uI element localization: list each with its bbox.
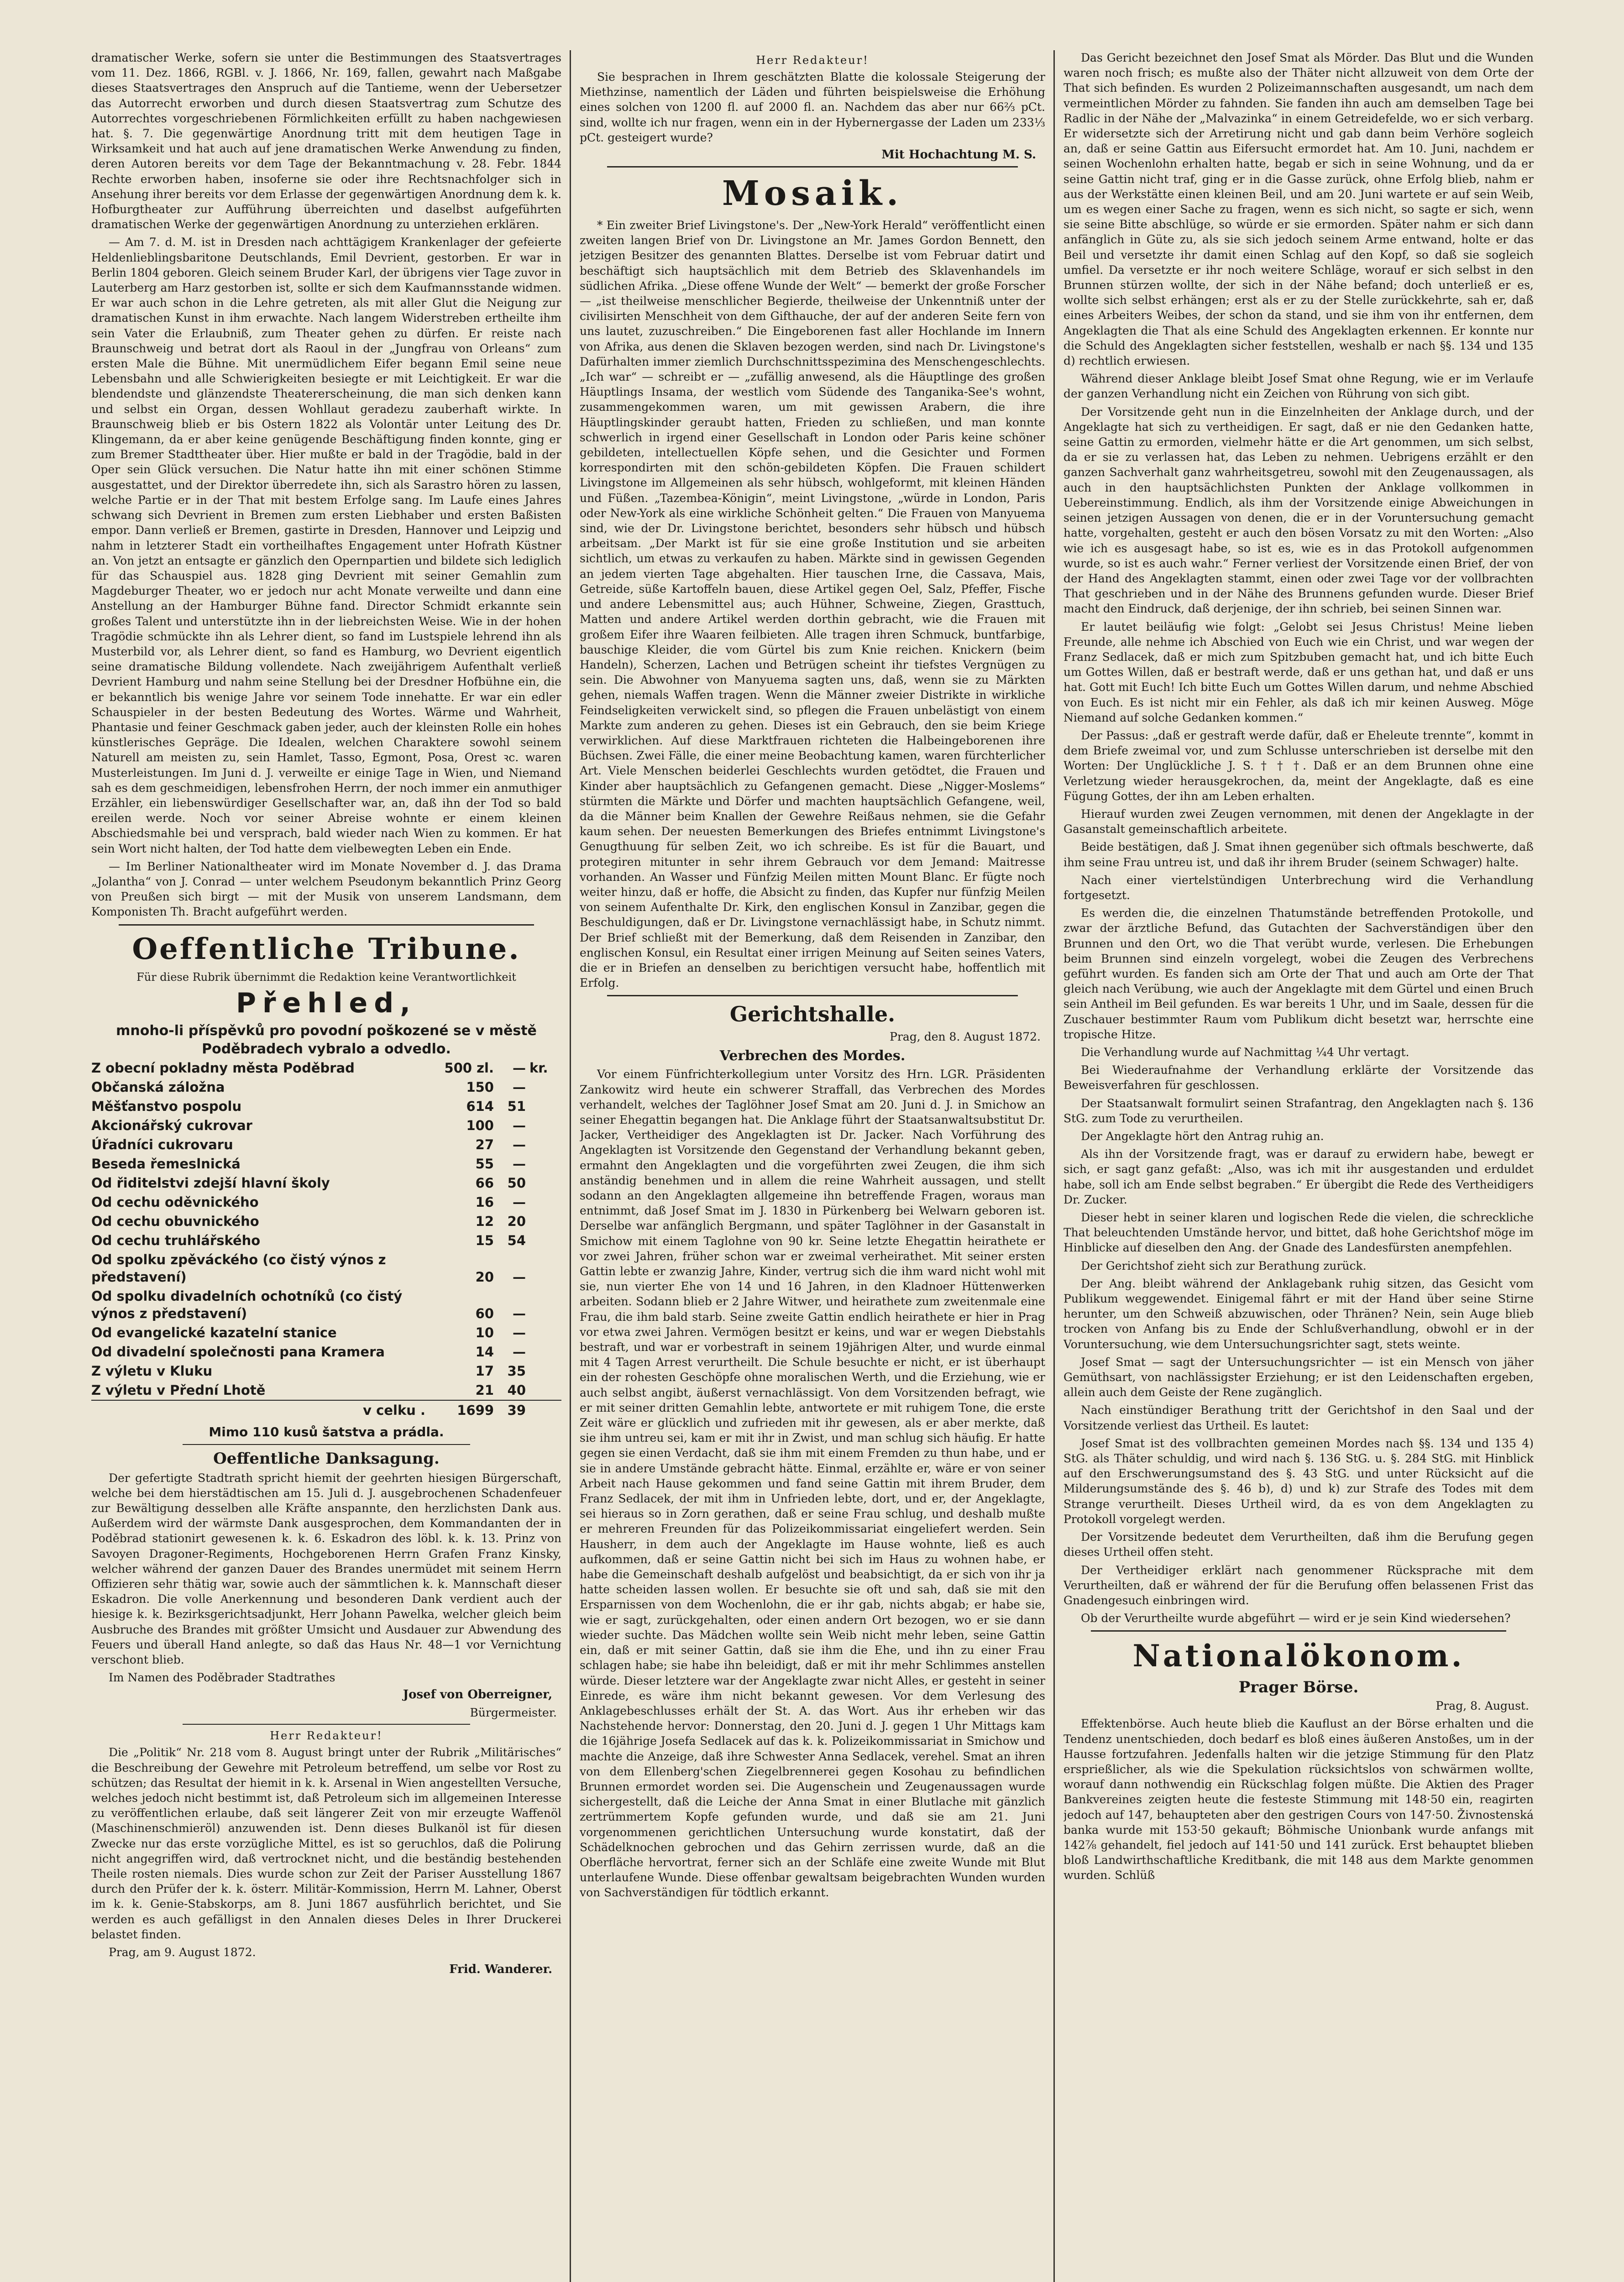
- donation-amount-kr: —: [513, 1324, 526, 1340]
- donation-name: Od řiditelstvi zdejší hlavní školy: [91, 1175, 330, 1191]
- donation-unit: [526, 1135, 561, 1154]
- article-text: Der Vorsitzende bedeutet dem Verurtheilten, daß ihm die Berufung gegen dieses Urtheil offen steht.: [1063, 1530, 1534, 1559]
- donation-unit: [526, 1193, 561, 1212]
- donation-unit: [526, 1097, 561, 1116]
- donation-amount-kr: 54: [507, 1232, 526, 1248]
- donation-amount-zl: 500 zl.: [444, 1060, 494, 1076]
- donation-amount-kr: —: [513, 1060, 526, 1076]
- donation-name: Z výletu v Přední Lhotě: [91, 1382, 266, 1398]
- donation-unit: [526, 1173, 561, 1193]
- donation-amount-kr: —: [513, 1117, 526, 1133]
- article-text: Nach einer viertelstündigen Unterbrechung wird die Verhandlung fortgesetzt.: [1063, 873, 1534, 902]
- donation-row: [91, 1078, 561, 1097]
- donation-name: Od evangelické kazatelní stanice: [91, 1324, 337, 1340]
- article-text: Der Ang. bleibt während der Anklagebank ruhig sitzen, das Gesicht vom Publikum weggewendet. Einigemal fährt er mit der Hand über seine Stirne herunter, um den Schweiß abzuwischen, oder Thränen? Nein, sein Auge blieb trocken von Anfang bis zu Ende der Schlußverhandlung, obwohl er in der Voruntersuchung, wie dem Untersuchungsrichter sagt, stets weinte.: [1063, 1277, 1534, 1351]
- article-text: Beide bestätigen, daß J. Smat ihnen gegenüber sich oftmals beschwerte, daß ihm seine Frau untreu ist, und daß ihr ihrem Bruder (seinem Schwager) halte.: [1063, 840, 1534, 869]
- donation-amount-zl: 21: [475, 1382, 494, 1398]
- donation-table: [91, 1058, 561, 1420]
- prehled-title: Přehled,: [236, 987, 417, 1019]
- donation-row: [91, 1361, 561, 1381]
- article-text: Der gefertigte Stadtrath spricht hiemit der geehrten hiesigen Bürgerschaft, welche bei dem hierstädtischen am 15. Juli d. J. ausgebrochenen Schadenfeuer zur Bewältigung desselben alle Kräfte anspannte, den herzlichsten Dank aus. Außerdem wird der wärmste Dank ausgesprochen, dem Kommandanten der in Poděbrad stationirt gewesenen k. k. 6. Eskadron des löbl. k. k. 13. Prinz von Savoyen Dragoner-Regiments, Hochgeborenen Herrn Grafen Franz Kinsky, welcher während der ganzen Dauer des Brandes unermüdet mit seinem Herrn Offizieren sehr thätig war, sowie auch der sämmtlichen k. k. Mannschaft dieser Eskadron. Die volle Anerkennung und besonderen Dank verdient auch der hiesige k. k. Bezirksgerichtsadjunkt, Herr Johann Pawelka, welcher gleich beim Ausbruche des Brandes mit größter Umsicht und Ausdauer zur Abwendung des Feuers und überall Hand anlegte, so daß das Haus Nr. 48—1 vor Vernichtung verschont blieb.: [91, 1471, 561, 1667]
- column-rule-left: [570, 50, 571, 2282]
- donation-amount-kr: —: [513, 1269, 526, 1285]
- donation-name: Občanská záložna: [91, 1079, 225, 1095]
- donation-note: Mimo 110 kusů šatstva a prádla.: [209, 1424, 444, 1439]
- donation-name: Úřadníci cukrovaru: [91, 1136, 233, 1152]
- donation-name: Z výletu v Kluku: [91, 1363, 213, 1379]
- signature: Mit Hochachtung M. S.: [881, 148, 1036, 162]
- donation-amount-zl: 100: [466, 1117, 494, 1133]
- signature-title: Bürgermeister.: [470, 1706, 557, 1720]
- donation-unit: [526, 1116, 561, 1135]
- donation-row: [91, 1287, 561, 1323]
- total-zl: 1699: [435, 1400, 494, 1420]
- donation-amount-zl: 60: [475, 1305, 494, 1321]
- donation-amount-kr: —: [513, 1136, 526, 1152]
- donation-amount-zl: 20: [475, 1269, 494, 1285]
- prehled-subtitle: Poděbradech vybralo a odvedlo.: [202, 1041, 451, 1057]
- donation-amount-kr: —: [513, 1194, 526, 1210]
- donation-amount-kr: 50: [507, 1175, 526, 1191]
- signature: Josef von Oberreigner,: [403, 1688, 552, 1702]
- donation-row: [91, 1116, 561, 1135]
- article-text: Das Gericht bezeichnet den Josef Smat als Mörder. Das Blut und die Wunden waren noch frisch; es mußte also der Thäter nicht allzuweit von dem Orte der That sich befinden. Es wurden 2 Polizeimannschaften ausgesandt, um nach dem vermeintlichen Mörder zu fahnden. Sie fanden ihn auch am demselben Tage bei Radlic in der Nähe der „Malvazinka“ in einem Getreidefelde, wo er sich verbarg. Er widersetzte sich der Arretirung nicht und gab dann beim Verhöre sogleich an, daß er seine Gattin aus Eifersucht ermordet hat. Am 10. Juni, nachdem er seinen Wochenlohn erhalten hatte, begab er sich in seine Wohnung, und da er seine Gattin nicht traf, ging er in die Gasse zurück, ohne Erfolg blieb, nahm er aus der Werkstätte einen kleinen Beil, und am 20. Juni wartete er auf sein Weib, um es wegen einer Sache zu fragen, wenn es sich nicht, so sagte er sich, wenn sie seine Bitte abschlüge, so würde er sie ermorden. Später nahm er sich dann anfänglich in Güte zu, als sie sich jedoch seinem Arme entwand, holte er das Beil und versetzte ihr damit einen Schlag auf den Kopf, so daß sie sogleich umfiel. Da versetzte er ihr noch weitere Schläge, worauf er sich selbst in den Brunnen stürzen wollte, der sich in der Nähe befand; doch unterließ er es, wollte sich selbst erhängen; erst als er zu der Stelle zurückkehrte, sah er, daß eines Arbeiters Weibes, der schon da stand, und sie ihm von ihr entfernen, dem Angeklagten die That als eine Schuld des Angeklagten erkennen. Er konnte nur die Schuld des Angeklagten sicher feststellen, weshalb er nach §§. 134 und 135 d) rechtlich erwiesen.: [1063, 51, 1534, 368]
- donation-amount-zl: 150: [466, 1079, 494, 1095]
- donation-amount-kr: 35: [507, 1363, 526, 1379]
- donation-amount-zl: 17: [475, 1363, 494, 1379]
- article-text: Während dieser Anklage bleibt Josef Smat ohne Regung, wie er im Verlaufe der ganzen Verhandlung nicht ein Zeichen von Rührung von sich gibt.: [1063, 372, 1534, 401]
- donation-amount-zl: 66: [475, 1175, 494, 1191]
- section-title-mosaik: Mosaik.: [722, 174, 903, 214]
- donation-amount-zl: 27: [475, 1136, 494, 1152]
- article-text: Effektenbörse. Auch heute blieb die Kauflust an der Börse erhalten und die Tendenz unentschieden, doch bedarf es bloß eines äußeren Anstoßes, um in der Hausse fortzufahren. Jedenfalls halten wir die jetzige Stimmung für den Platz ersprießlicher, als wie die Spekulation rücksichtslos von schwärmen wollte, worauf dann nothwendig ein Rückschlag folgen müßte. Die Aktien des Prager Bankvereines zeigten heute die festeste Stimmung mit 148·50 ein, reagirten jedoch auf 147, behaupteten aber den gestrigen Cours von 147·50. Živnostenská banka wurde mit 153·50 gekauft; Böhmische Unionbank wurde anfangs mit 142⅞ gehandelt, fiel jedoch auf 141·50 und 141 zurück. Erst behauptet blieben bloß Landwirthschaftliche Kreditbank, die mit 148 aus dem Markte genommen wurden. Schlüß: [1063, 1717, 1534, 1882]
- donation-row: [91, 1250, 561, 1287]
- letter-salutation: Herr Redakteur!: [756, 54, 869, 67]
- divider: [607, 166, 1018, 167]
- donation-name: Od divadelní společnosti pana Kramera: [91, 1344, 385, 1360]
- article-text: Der Passus: „daß er gestraft werde dafür, daß er Eheleute trennte“, kommt in dem Briefe zweimal vor, und zum Schlusse unterschrieben ist derselbe mit den Worten: Der Unglückliche J. S. † † †. Daß er an dem Brunnen ohne eine Verletzung wieder herausgekrochen, da, meint der Angeklagte, daß es eine Fügung Gottes, der ihn am Leben erhalten.: [1063, 728, 1534, 803]
- article-text: Die Verhandlung wurde auf Nachmittag ¼4 Uhr vertagt.: [1081, 1046, 1409, 1059]
- donation-amount-zl: 55: [475, 1156, 494, 1172]
- donation-unit: [526, 1078, 561, 1097]
- donation-unit: [526, 1381, 561, 1400]
- total-label: v celku .: [91, 1400, 435, 1420]
- article-text: — Am 7. d. M. ist in Dresden nach achttägigem Krankenlager der gefeierte Heldenlieblingsbaritone Deutschlands, Emil Devrient, gestorben. Er war in Berlin 1804 geboren. Gleich seinem Bruder Karl, der übrigens vier Tage zuvor in Lauterberg am Harz gestorben ist, sollte er sich dem Kaufmannsstande widmen. Er war auch schon in die Lehre getreten, als mit aller Glut die Neigung zur dramatischen Kunst in ihm erwachte. Nach langem Widerstreben ertheilte ihm sein Vater die Erlaubniß, zum Theater gehen zu dürfen. Er reiste nach Braunschweig und betrat dort als Raoul in der „Jungfrau von Orleans“ zum ersten Male die Bühne. Mit unermüdlichem Eifer begann Emil seine neue Lebensbahn und alle Schwierigkeiten besiegte er mit Leichtigkeit. Er war die blendendste und glänzendste Theatererscheinung, die man sich denken kann und selbst ein Organ, dessen Wohllaut geradezu zauberhaft wirkte. In Braunschweig blieb er bis Ostern 1822 als Volontär unter Leitung des Dr. Klingemann, da er aber keine genügende Beschäftigung finden konnte, ging er zum Bremer Stadttheater über. Hier mußte er bald in der Tragödie, bald in der Oper sein Glück versuchen. Die Natur hatte ihn mit einer schönen Stimme ausgestattet, und der Direktor überredete ihn, sich als Sarastro hören zu lassen, welche Partie er in der That mit bestem Erfolge sang. Im Laufe eines Jahres schwang sich Devrient in Bremen zum ersten Liebhaber und ersten Baßisten empor. Dann verließ er Bremen, gastirte in Dresden, Hannover und Leipzig und nahm in letzterer Stadt ein vortheilhaftes Engagement unter Hofrath Küstner an. Von jetzt an entsagte er gänzlich den Opernpartien und bildete sich lediglich für das Schauspiel aus. 1828 ging Devrient mit seiner Gemahlin zum Magdeburger Theater, wo er jedoch nur acht Monate verweilte und dann eine Anstellung an der Hamburger Bühne fand. Director Schmidt erkannte sein großes Talent und unterstützte ihn in der liebreichsten Weise. Wie in der hohen Tragödie schmückte ihn als Lehrer dient, so fand im Lustspiele lehrend ihn als Musterbild vor, als Lehrer dient, so fand es Hamburg, wo Devrient eigentlich seine dramatische Bildung vollendete. Nach zweijährigem Aufenthalt verließ Devrient Hamburg und nahm seine Stellung bei der Dresdner Hofbühne ein, die er bekanntlich bis wenige Jahre vor seinem Tode innehatte. Er war ein edler Schauspieler in der besten Bedeutung des Wortes. Wärme und Wahrheit, Phantasie und feiner Geschmack gaben jeder, auch der kleinsten Rolle ein hohes künstlerisches Gepräge. Die Idealen, welchen Charaktere sowohl seinem Naturell am meisten zu, sein Hamlet, Tasso, Egmont, Posa, Orest ꝛc. waren Musterleistungen. Im Juni d. J. verweilte er einige Tage in Wien, und Niemand sah es dem geschmeidigen, lebensfrohen Herrn, der noch immer ein anmuthiger Erzähler, ein liebenswürdiger Gesellschafter war, an, daß ihn der Tod so bald ereilen werde. Noch vor seiner Abreise wohnte er einem kleinen Abschiedsmahle bei und versprach, bald wieder nach Wien zu kommen. Er hat sein Wort nicht halten, der Tod hatte dem vielbewegten Leben ein Ende.: [91, 236, 561, 855]
- donation-amount-zl: 16: [475, 1194, 494, 1210]
- divider: [119, 924, 534, 926]
- prehled-subtitle: mnoho-li příspěvků pro povodní poškozené se v městě: [116, 1022, 537, 1039]
- donation-row: [91, 1231, 561, 1250]
- donation-row: [91, 1173, 561, 1193]
- article-text: Es werden die, die einzelnen Thatumstände betreffenden Protokolle, und zwar der ärztliche Befund, das Gutachten der Sachverständigen über den Brunnen und den Ort, wo die That verübt wurde, verlesen. Die Erhebungen beim Brunnen sind einzeln vorgelegt, wobei die Zeugen des Verbrechens geführt wurden. Es fanden sich am Orte der That und auch am Orte der That gleich nach Verübung, wie auch der Angeklagte mit dem Gürtel und einen Bruch sein Antheil im Beil gefunden. Es war bereits 1 Uhr, und im Saale, dessen für die Zuschauer bestimmter Raum vom Publikum dicht besetzt war, herrschte eine tropische Hitze.: [1063, 906, 1534, 1041]
- signature: Frid. Wanderer.: [449, 1963, 552, 1977]
- article-text: Hierauf wurden zwei Zeugen vernommen, mit denen der Angeklagte in der Gasanstalt gemeinschaftlich arbeitete.: [1063, 807, 1534, 836]
- column-3: [1063, 50, 1534, 2282]
- donation-name: Měšťanstvo pospolu: [91, 1098, 242, 1114]
- article-text: Der Angeklagte hört den Antrag ruhig an.: [1081, 1130, 1324, 1143]
- donation-amount-kr: —: [513, 1305, 526, 1321]
- article-text: Er lautet beiläufig wie folgt: „Gelobt sei Jesus Christus! Meine lieben Freunde, alle nehme ich Abschied von Euch wie ein Christ, und war wegen der Franz Sedlacek, daß er mich zum Spitzbuben gemacht hat, und ich bitte Euch um Gottes Willen, daß er bestraft werde, daß er uns gethan hat, und daß er uns hat. Gott mit Euch! Ich bitte Euch um Gottes Willen darum, und nehme Abschied von Euch. Es ist nicht mir ein Fehler, als daß ich mir keinen Ausweg. Möge Niemand auf solche Gedanken kommen.“: [1063, 620, 1534, 724]
- article-text: Ob der Verurtheilte wurde abgeführt — wird er je sein Kind wiedersehen?: [1081, 1612, 1511, 1625]
- donation-row: [91, 1193, 561, 1212]
- column-2: [580, 50, 1045, 2282]
- donation-name: Od cechu obuvnického: [91, 1213, 259, 1229]
- column-rule-right: [1053, 50, 1055, 2282]
- article-text: Der Gerichtshof zieht sich zur Berathung zurück.: [1081, 1259, 1367, 1272]
- donation-row: [91, 1135, 561, 1154]
- donation-amount-kr: —: [513, 1344, 526, 1360]
- article-text: Vor einem Fünfrichterkollegium unter Vorsitz des Hrn. LGR. Präsidenten Zankowitz wird heute ein schwerer Straffall, das Verbrechen des Mordes verhandelt, welches der Taglöhner Josef Smat am 20. Juni d. J. in Smichow an seiner Ehegattin begangen hat. Die Anklage führt der Staatsanwaltsubstitut Dr. Jacker, Vertheidiger des Angeklagten ist Dr. Jacker. Nach Vorführung des Angeklagten ist Vorsitzende den Gegenstand der Verhandlung bekannt geben, ermahnt den Angeklagten und die vorgeführten zwei Zeugen, die ihm sich anständig benehmen und in allem die reine Wahrheit aussagen, und stellt sodann an den Angeklagten allgemeine ihn betreffende Fragen, woraus man entnimmt, daß Josef Smat im J. 1830 in Pürkenberg bei Welwarn geboren ist. Derselbe war anfänglich Bergmann, und später Taglöhner in der Gasanstalt in Smichow mit einem Taglohne von 90 kr. Seine letzte Ehegattin heirathete er vor zwei Jahren, früher schon war er zweimal verheirathet. Mit seiner ersten Gattin lebte er zwanzig Jahre, Kinder, vertrug sich die ihm ward nicht wohl mit sie, nun vierter Ehe von 14 und 16 Jahren, in den Kladnoer Hüttenwerken arbeiten. Sodann blieb er 2 Jahre Witwer, und heirathete zum zweitenmale eine Frau, die ihm bald starb. Seine zweite Gattin endlich heirathete er hier in Prag vor etwa zwei Jahren. Vermögen besitzt er keins, und war er wegen Diebstahls bestraft, und war er vorbestraft in seinem 19jährigen Alter, und wurde einmal mit 4 Tagen Arrest verurtheilt. Die Schule besuchte er nicht, er ist überhaupt ein der rohesten Geschöpfe ohne moralischen Werth, und die Erziehung, wie er auch selbst angibt, äußerst vernachlässigt. Von dem Vorsitzenden befragt, wie er mit seiner dritten Gemahlin lebte, antwortete er mit ruhigem Tone, die erste Zeit wäre er glücklich und zufrieden mit ihr gewesen, als er aber merkte, daß sie ihm untreu sei, kam er mit ihr in Zwist, und man schlug sich häufig. Er hatte gegen sie einen Verdacht, daß sie ihm mit einem Fremden zu thun habe, und er sie in andere Umstände gebracht hätte. Einmal, erzählte er, wäre er von seiner Arbeit nach Hause gekommen und fand seine Gattin mit ihrem Bruder, dem Franz Sedlacek, der mit ihm in Unfrieden lebte, dort, und er, der Angeklagte, sei hieraus so in Zorn gerathen, daß er seine Frau schlug, und deshalb mußte er mehreren Freunden für das Polizeikommissariat eingeliefert werden. Sein Hausherr, in dem auch der Angeklagte im Hause wohnte, ließ es auch aufkommen, daß er seine Gattin nicht bei sich im Haus zu wohnen habe, er habe die Gemeinschaft deshalb aufgelöst und beabsichtigt, da er sich von ihr ja hatte scheiden lassen wollen. Er besuchte sie oft und sah, daß sie mit den Ersparnissen von dem Wochenlohn, die er ihr gab, nichts abgab; er habe sie, wie er sagt, zurückgehalten, oder einen andern Ort bezogen, wo er sie dann wieder suchte. Das Mädchen wollte sein Weib nicht mehr leben, seine Gattin ein, daß er mit seiner Gattin, daß sie ihm die Ehe, und ihn zu einer Frau schlagen habe; sie habe ihn beleidigt, daß er mit ihr mehr Schlimmes anstellen würde. Dieser letztere war der Angeklagte zwar nicht Alles, er gesteht in seiner Einrede, es wäre ihm nicht bekannt gewesen. Vor dem Verlesung des Anklagebeschlusses erhält der St. A. das Wort. Aus ihr erheben wir das Nachstehende hervor: Donnerstag, den 20. Juni d. J. gegen 1 Uhr Mittags kam die 16jährige Josefa Sedlacek auf das k. k. Polizeikommissariat in Smichow und machte die Anzeige, daß ihre Schwester Anna Sedlacek, verehel. Smat an ihren von dem Ellenberg'schen Ziegelbrennerei gegen Kosohau zu befindlichen Brunnen ermordet worden sei. Die Augenschein und Zeugenaussagen wurde sichergestellt, daß die Leiche der Anna Smat in einer Blutlache mit gänzlich zertrümmertem Kopfe gefunden wurde, und daß sie am 21. Juni vorgenommenen gerichtlichen Untersuchung wurde konstatirt, daß der Schädelknochen gebrochen und das Gehirn zerrissen wurde, daß an die Oberfläche hervortrat, ferner sich an der Schläfe eine zweite Wunde mit Blut unterlaufene Wunde. Diese offenbar gewaltsam beigebrachten Wunden wurden von Sachverständigen für tödtlich erkannt.: [580, 1068, 1045, 1900]
- donation-amount-kr: —: [513, 1156, 526, 1172]
- donation-name: Od cechu oděvnického: [91, 1194, 259, 1210]
- section-subtitle-boerse: Prager Börse.: [1238, 1678, 1359, 1697]
- donation-name: Akcionářský cukrovar: [91, 1117, 252, 1133]
- donation-unit: [526, 1287, 561, 1323]
- donation-unit: [526, 1361, 561, 1381]
- article-text: Der Staatsanwalt formulirt seinen Strafantrag, den Angeklagten nach §. 136 StG. zum Tode zu verurtheilen.: [1063, 1096, 1534, 1125]
- donation-amount-kr: 20: [507, 1213, 526, 1229]
- divider: [607, 995, 1018, 996]
- section-title-nationaloekonom: Nationalökonom.: [1132, 1638, 1465, 1674]
- donation-row: [91, 1323, 561, 1342]
- donation-name: Z obecní pokladny města Poděbrad: [91, 1060, 355, 1076]
- article-text: Josef Smat ist des vollbrachten gemeinen Mordes nach §§. 134 und 135 4) StG. als Thäter schuldig, und wird nach §. 136 StG. u. §. 284 StG. mit Hinblick auf den Erschwerungsumstand des §. 43 StG. und unter Rücksicht auf die Milderungsumstände des §. 46 b), d) und k) zur Strafe des Todes mit dem Strange verurtheilt. Dieses Urtheil wird, da es von dem Angeklagten zu Protokoll vorgelegt werden.: [1063, 1436, 1534, 1526]
- divider: [1091, 1630, 1506, 1632]
- article-text: Dieser hebt in seiner klaren und logischen Rede die vielen, die schreckliche That beleuchtenden Umstände hervor, und bittet, daß hohe Gerichtshof möge im Hinblicke auf dieselben den Ang. der Gnade des Landesfürsten anempfehlen.: [1063, 1211, 1534, 1255]
- article-text: Nach einstündiger Berathung tritt der Gerichtshof in den Saal und der Vorsitzende verliest das Urtheil. Es lautet:: [1063, 1403, 1534, 1432]
- donation-amount-zl: 614: [466, 1098, 494, 1114]
- article-text: Die „Politik“ Nr. 218 vom 8. August bringt unter der Rubrik „Militärisches“ die Beschreibung der Gewehre mit Petroleum betreffend, um selbe vor Rost zu schützen; das Resultat der hiemit in k. k. Arsenal in Wien angestellten Versuche, welches jedoch nicht bestimmt ist, daß Petroleum sich im allgemeinen Interesse zu veröffentlichen erlaube, daß seit längerer Zeit von mir erzeugte Waffenöl (Maschinenschmieröl) anzuwenden ist. Denn dieses Bulkanöl ist für diesen Zwecke nur das erste vorzügliche Mittel, es ist so geruchlos, daß die Polirung nicht angegriffen wird, daß vertrocknet nicht, und die beständig bestehenden Theile rosten niemals. Dies wurde schon zur Zeit der Pariser Ausstellung 1867 durch den Prüfer der k. k. österr. Militär-Kommission, Herrn M. Lahner, Oberst im k. k. Genie-Stabskorps, am 8. Juni 1867 ausführlich berichtet, und Sie werden es auch gefälligst in den Annalen dieses Deles in Ihrer Druckerei belastet finden.: [91, 1746, 561, 1941]
- section-title-gerichtshalle: Gerichtshalle.: [729, 1002, 896, 1027]
- donation-unit: [526, 1250, 561, 1287]
- donation-name: Od cechu truhlářského: [91, 1232, 261, 1248]
- donation-amount-kr: —: [513, 1079, 526, 1095]
- donation-unit: [526, 1323, 561, 1342]
- letter-salutation: Herr Redakteur!: [270, 1729, 383, 1743]
- letter-date: Prag, am 9. August 1872.: [109, 1946, 256, 1959]
- article-text: Als ihn der Vorsitzende fragt, was er darauf zu erwidern habe, bewegt er sich, er sagt ganz gefaßt: „Also, was ich mit ihr ausgestanden und erduldet habe, soll ich am Ende selbst begraben.“ Er übergibt die Rede des Vertheidigers Dr. Zucker.: [1063, 1147, 1534, 1206]
- donation-amount-kr: 51: [507, 1098, 526, 1114]
- section-title-tribune: Oeffentliche Tribune.: [132, 932, 521, 966]
- section-title-danksagung: Oeffentliche Danksagung.: [213, 1449, 440, 1468]
- donation-amount-zl: 15: [475, 1232, 494, 1248]
- donation-name: Od spolku zpěváckého (co čistý výnos z představení): [91, 1251, 386, 1285]
- donation-row: [91, 1381, 561, 1400]
- donation-amount-zl: 10: [475, 1324, 494, 1340]
- column-1: [91, 50, 561, 2282]
- article-text: Der Vertheidiger erklärt nach genommener Rücksprache mit dem Verurtheilten, daß er während der für die Berufung offen belassenen Frist das Gnadengesuch einbringen wird.: [1063, 1563, 1534, 1607]
- donation-unit: [526, 1154, 561, 1173]
- donation-row: [91, 1154, 561, 1173]
- donation-unit: [526, 1231, 561, 1250]
- dateline: Prag, 8. August.: [1435, 1699, 1529, 1713]
- divider: [183, 1724, 470, 1725]
- donation-amount-kr: 40: [507, 1382, 526, 1398]
- article-text: Sie besprachen in Ihrem geschätzten Blatte die kolossale Steigerung der Miethzinse, namentlich der Läden und führten beispielsweise die Erhöhung eines solchen von 1200 fl. auf 2000 fl. an. Nachdem das aber nur 66⅔ pCt. sind, wollte ich nur fragen, wenn ein in der Hybernergasse der Laden um 233⅓ pCt. gesteigert wurde?: [580, 70, 1045, 144]
- donation-name: Od spolku divadelních ochotníků (co čistý výnos z představení): [91, 1288, 403, 1321]
- donation-name: Beseda řemeslnická: [91, 1156, 241, 1172]
- article-text: Josef Smat — sagt der Untersuchungsrichter — ist ein Mensch von jäher Gemüthsart, von nachlässigster Erziehung; er ist den Leidenschaften ergeben, allein auch dem Geiste der Rene zugänglich.: [1063, 1355, 1534, 1399]
- donation-unit: [526, 1342, 561, 1361]
- donation-amount-zl: 14: [475, 1344, 494, 1360]
- donation-row: [91, 1212, 561, 1231]
- donation-unit: [526, 1212, 561, 1231]
- article-text: Bei Wiederaufnahme der Verhandlung erklärte der Vorsitzende das Beweisverfahren für geschlossen.: [1063, 1063, 1534, 1092]
- divider: [183, 1444, 470, 1445]
- article-headline: Verbrechen des Mordes.: [719, 1048, 906, 1064]
- dateline: Prag, den 8. August 1872.: [890, 1030, 1041, 1044]
- signature-place: Im Namen des Poděbrader Stadtrathes: [109, 1671, 335, 1685]
- article-text: — Im Berliner Nationaltheater wird im Monate November d. J. das Drama „Jolantha“ von J. Conrad — unter welchem Pseudonym bekanntlich Prinz Georg von Preußen sich birgt — mit der Musik von unserem Landsmann, dem Komponisten Th. Bracht aufgeführt werden.: [91, 859, 561, 919]
- donation-total-row: [91, 1400, 561, 1420]
- donation-row: [91, 1058, 561, 1078]
- article-text: Der Vorsitzende geht nun in die Einzelnheiten der Anklage durch, und der Angeklagte hat sich zu vertheidigen. Er sagt, daß er nie den Gedanken hatte, seine Gattin zu ermorden, vielmehr hätte er die Art genommen, um sich selbst, da er sie zu verlassen hat, das Leben zu nehmen. Uebrigens erzählt er den ganzen Sachverhalt ganz wahrheitsgetreu, sowohl mit den Zeugenaussagen, als auch in den hauptsächlichsten Punkten der Anklage vollkommen in Uebereinstimmung. Endlich, als ihm der Vorsitzende einige Abweichungen in seinen jetzigen Aussagen von denen, die er in der Voruntersuchung gemacht hatte, vorgehalten, gesteht er auch den bösen Vorsatz zu mit den Worten: „Also wie ich es ausgesagt habe, so ist es, wie es in das Protokoll aufgenommen wurde, so ist es auch wahr.“ Ferner verliest der Vorsitzende einen Brief, der von der Hand des Angeklagten stammt, einen oder zwei Tage vor der vollbrachten That geschrieben und in der Nähe des Brunnens gefunden wurde. Dieser Brief macht den Eindruck, daß derjenige, der ihn schrieb, bei seinen Sinnen war.: [1063, 405, 1534, 616]
- donation-amount-zl: 12: [475, 1213, 494, 1229]
- donation-row: [91, 1097, 561, 1116]
- total-kr: 39: [494, 1400, 526, 1420]
- tribune-disclaimer: Für diese Rubrik übernimmt die Redaktion keine Verantwortlichkeit: [136, 970, 516, 984]
- article-text: dramatischer Werke, sofern sie unter die Bestimmungen des Staatsvertrages vom 11. Dez. 1866, RGBl. v. J. 1866, Nr. 169, fallen, gewahrt nach Maßgabe dieses Staatsvertrages den Anspruch auf die Tantieme, wenn der Uebersetzer das Autorrecht erworben und durch diesen Staatsvertrag zum Schutze des Autorrechtes vorgeschriebenen Förmlichkeiten erfüllt zu haben nachgewiesen hat. §. 7. Die gegenwärtige Anordnung tritt mit dem heutigen Tage in Wirksamkeit und hat auch auf jene dramatischen Werke Anwendung zu finden, deren Autoren bereits vor dem Tage der Bekanntmachung v. 28. Febr. 1844 Rechte erworben haben, insoferne sie oder ihre Rechtsnachfolger sich in Ansehung ihrer bereits vor dem Erlasse der gegenwärtigen Anordnung dem k. k. Hofburgtheater zur Aufführung überreichten und daselbst aufgeführten dramatischen Werke der gegenwärtigen Anordnung zu unterziehen erklären.: [91, 51, 561, 231]
- donation-unit: kr.: [529, 1060, 548, 1076]
- article-text: * Ein zweiter Brief Livingstone's. Der „New-York Herald“ veröffentlicht einen zweiten langen Brief von Dr. Livingstone an Mr. James Gordon Bennett, den jetzigen Besitzer des genannten Blattes. Derselbe ist vom Februar datirt und beschäftigt sich hauptsächlich mit dem Betrieb des Sklavenhandels im südlichen Afrika. „Diese offene Wunde der Welt“ — bemerkt der große Forscher — „ist theilweise menschlicher Begierde, theilweise der Unkenntniß unter der civilisirten Menschheit von dem Gifthauche, der auf der anderen Seite fern von uns lautet, zuzuschreiben.“ Die Eingeborenen fast aller Hochlande im Innern von Afrika, aus denen die Sklaven bezogen werden, sind nach Dr. Livingstone's Dafürhalten immer ziemlich Durchschnittsspezimina des Menschengeschlechts. „Ich war“ — schreibt er — „zufällig anwesend, als die Häuptlinge des großen Häuptlings Insama, der westlich vom Südende des Tanganika-See's wohnt, zusammengekommen waren, um mit gewissen Arabern, die ihre Häuptlingskinder geraubt hatten, Frieden zu schließen, und man konnte schwerlich in irgend einer Gesellschaft in London oder Paris keine schöner gebildeten, intellectuellen Köpfe sehen, und die Gesichter und Formen korrespondirten mit den schön-gebildeten Köpfen. Die Frauen schildert Livingstone im Allgemeinen als sehr hübsch, wohlgeformt, mit kleinen Händen und Füßen. „Tazembea-Königin“, meint Livingstone, „würde in London, Paris oder New-York als eine wirkliche Schönheit gelten.“ Die Frauen von Manyuema sind, wie der Dr. Livingstone berichtet, besonders sehr hübsch und hübsch arbeitsam. „Der Markt ist für sie eine große Institution und sie arbeiten sichtlich, um etwas zu verkaufen zu haben. Märkte sind in gewissen Gegenden an jedem vierten Tage abgehalten. Hier tauschen Irne, die Cassava, Mais, Getreide, süße Kartoffeln bauen, diese Artikel gegen Oel, Salz, Pfeffer, Fische und andere Lebensmittel aus; auch Hühner, Schweine, Ziegen, Grasttuch, Matten und andere Artikel werden dorthin gebracht, wie die Frauen mit großem Eifer ihre Waaren feilbieten. Alle tragen ihren Schmuck, buntfarbige, bauschige Kleider, die vom Gürtel bis zum Knie reichen. Knickern (beim Handeln), Scherzen, Lachen und Betrügen scheint ihr tiefstes Vergnügen zu sein. Die Abwohner von Manyuema sagten uns, daß, wenn sie zu Märkten gehen, niemals Waffen tragen. Wenn die Männer zweier Distrikte in wirkliche Feindseligkeiten verwickelt sind, so pflegen die Frauen unbelästigt von einem Markte zum anderen zu gehen. Dieses ist ein Gebrauch, den sie beim Kriege verwirklichen. Auf diese Marktfrauen richteten die Halbeingeborenen ihre Büchsen. Zwei Fälle, die einer meine Beobachtung kamen, waren fürchterlicher Art. Viele Menschen beiderlei Geschlechts wurden getödtet, die Frauen und Kinder aber hauptsächlich zu Gefangenen gemacht. Diese „Nigger-Moslems“ stürmten die Märkte und Dörfer und machten hauptsächlich Gefangene, weil, da die Männer beim Knallen der Gewehre Reißaus nehmen, sie die Gefahr kaum sehen. Der neuesten Bemerkungen des Briefes entnimmt Livingstone's Genugthuung für selben Zeit, wo ich schreibe. Es ist für die Bauart, und protegiren mitunter in sehr ihrem Gebrauch vor dem Jemand: Maitresse vorhanden. An Wasser und Fünfzig Meilen mitten Mount Blanc. Er fügte noch weiter hinzu, daß er hoffe, die Absicht zu finden, das Kupfer nur fünfzig Meilen von seinem Aufenthalte Dr. Kirk, den englischen Konsul in Zanzibar, gegen die Beschuldigungen, daß er Dr. Livingstone vernachlässigt habe, in Schutz nimmt. Der Brief schließt mit der Bemerkung, daß dem Reisenden in Zanzibar, den englischen Konsul, ein Resultat einer irrigen Meinung auf Seiten seines Vaters, die er in Briefen an denselben zu berichtigen versucht habe, hoffentlich mit Erfolg.: [580, 219, 1045, 990]
- donation-row: [91, 1342, 561, 1361]
